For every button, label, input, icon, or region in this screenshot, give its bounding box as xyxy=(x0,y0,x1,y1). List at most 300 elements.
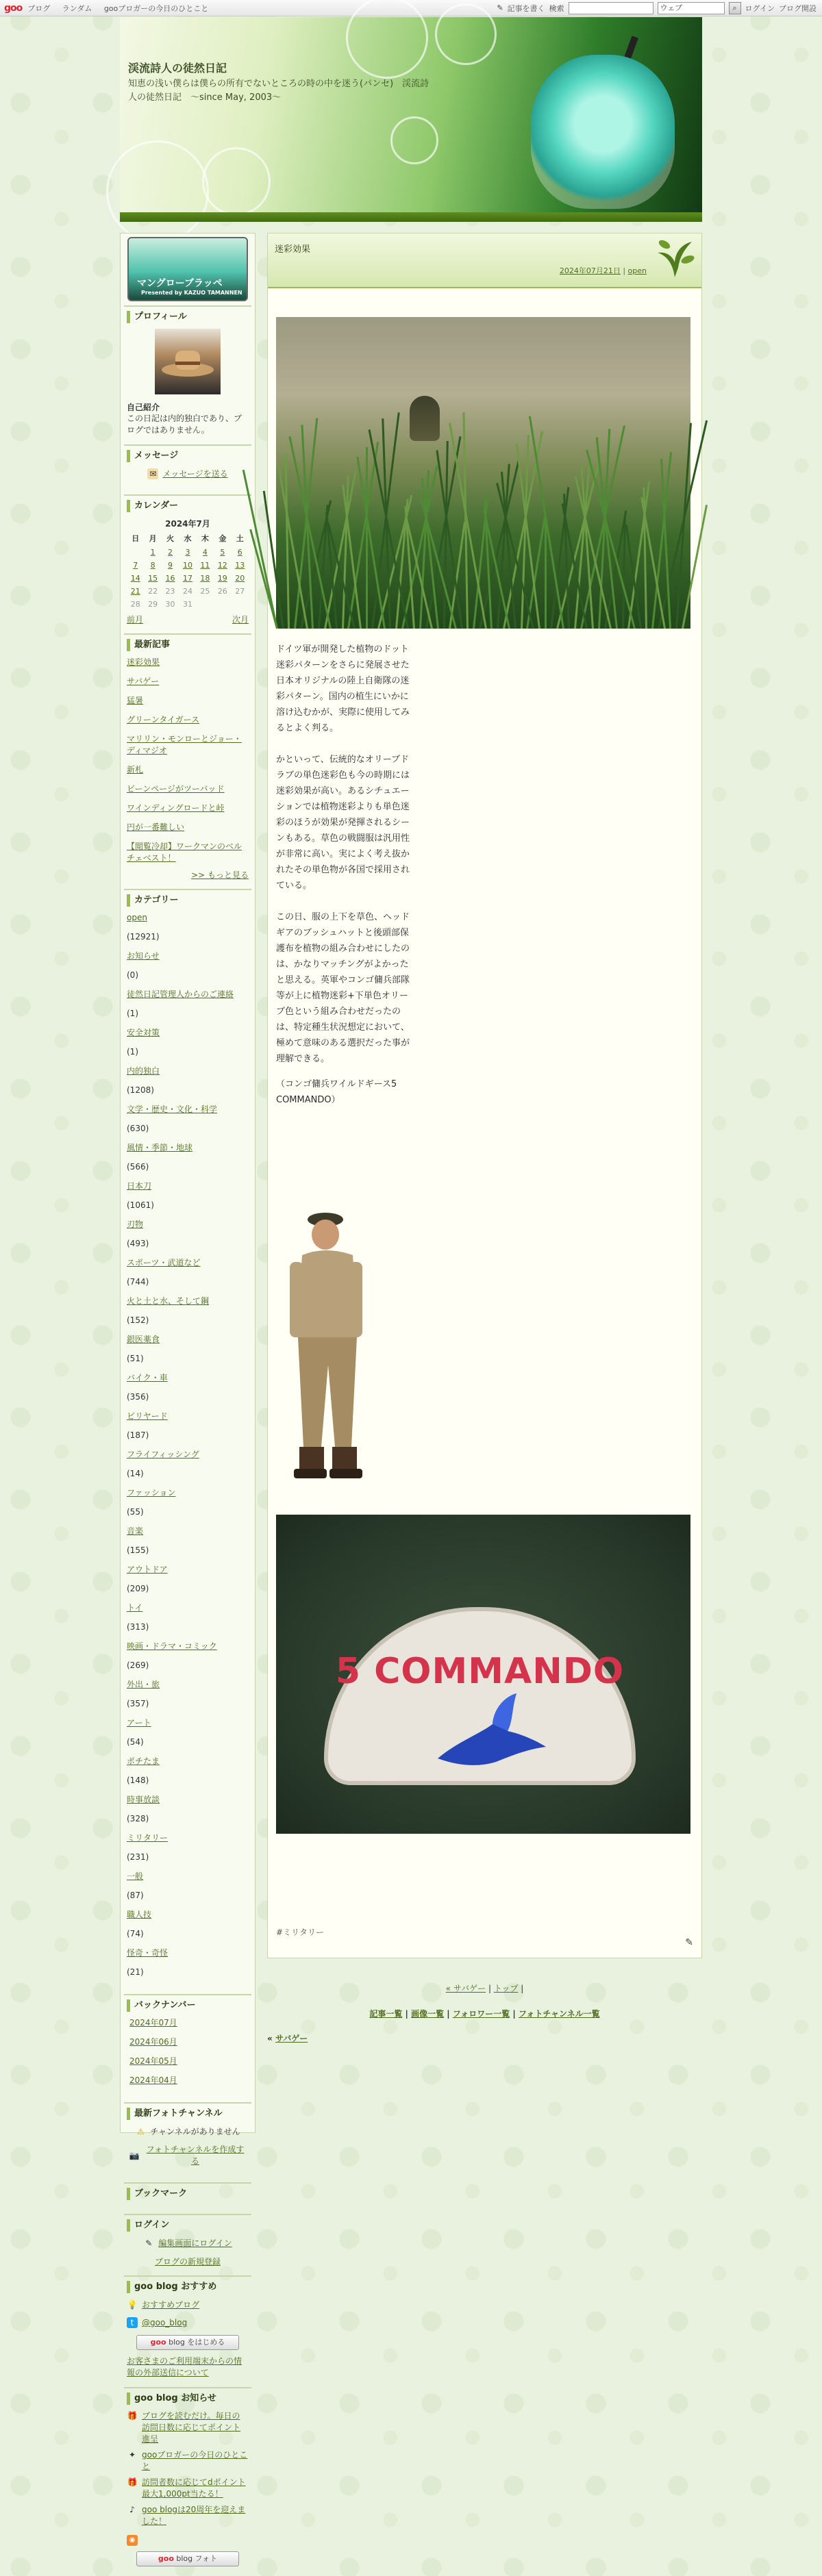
category-count: (152) xyxy=(127,1315,149,1325)
write-article-link[interactable]: 記事を書く xyxy=(507,3,545,13)
category-link[interactable]: アウトドア xyxy=(127,1565,168,1574)
camera-icon: 📷 xyxy=(129,2151,140,2160)
calendar-weekday: 土 xyxy=(236,534,244,543)
post-paragraph: （コンゴ傭兵ワイルドギース5 COMMANDO） xyxy=(276,1079,397,1105)
no-channel-text: チャンネルがありません xyxy=(150,2127,240,2136)
blog-title[interactable]: 渓流詩人の徒然日記 xyxy=(128,62,227,75)
calendar-day xyxy=(144,546,161,559)
category-count: (630) xyxy=(127,1124,149,1133)
calendar-day xyxy=(127,585,144,598)
category-item xyxy=(127,1871,249,1902)
search-input[interactable] xyxy=(569,2,653,14)
category-item xyxy=(127,1717,249,1748)
calendar-week-row xyxy=(127,559,249,572)
calendar-weekday: 月 xyxy=(149,534,157,543)
category-count: (356) xyxy=(127,1392,149,1402)
rss-icon[interactable]: ◉ xyxy=(127,2535,138,2546)
calendar-day-link[interactable]: 11 xyxy=(200,561,210,570)
message-section xyxy=(124,444,251,490)
recent-post-link[interactable]: ビーンページがツーバッド xyxy=(127,784,225,794)
category-link[interactable]: open xyxy=(127,913,147,922)
category-link[interactable]: 音楽 xyxy=(127,1526,144,1536)
calendar-day-link[interactable]: 14 xyxy=(130,574,140,583)
category-count: (54) xyxy=(127,1737,144,1747)
category-link[interactable]: 日本刀 xyxy=(127,1181,152,1191)
edit-login-link[interactable]: 編集画面にログイン xyxy=(158,2238,232,2248)
post-meta xyxy=(560,265,647,276)
category-item xyxy=(127,1296,249,1326)
post-navigation xyxy=(267,1982,702,1994)
profile-section xyxy=(124,305,251,440)
recommend-row xyxy=(127,2299,249,2310)
post-date-link[interactable]: 2024年07月21日 xyxy=(559,266,621,275)
sidebar-banner[interactable] xyxy=(127,237,248,301)
category-count: (357) xyxy=(127,1699,149,1708)
profile-heading: プロフィール xyxy=(127,311,249,323)
category-count: (14) xyxy=(127,1469,144,1478)
category-count: (74) xyxy=(127,1929,144,1939)
nav-blog[interactable]: ブログ xyxy=(27,3,51,13)
image-list-link[interactable]: 画像一覧 xyxy=(411,2009,445,2019)
nav-random[interactable]: ランダム xyxy=(62,3,92,13)
category-count: (209) xyxy=(127,1584,149,1593)
category-item xyxy=(127,1641,249,1671)
category-item xyxy=(127,1449,249,1480)
post-title[interactable]: 迷彩効果 xyxy=(275,244,311,255)
news-link[interactable]: 訪問者数に応じてdポイント最大1,000pt当たる！ xyxy=(142,2477,246,2499)
calendar-day xyxy=(127,572,144,585)
category-count: (1) xyxy=(127,1009,138,1018)
news-heading: goo blog お知らせ xyxy=(127,2392,249,2405)
calendar-prev-link[interactable]: 前月 xyxy=(127,615,144,624)
message-row xyxy=(127,468,249,479)
category-count: (55) xyxy=(127,1507,144,1517)
category-count: (12921) xyxy=(127,932,160,942)
category-count: (1208) xyxy=(127,1085,154,1095)
calendar-day-link[interactable]: 6 xyxy=(237,548,242,557)
category-link[interactable]: 映画・ドラマ・コミック xyxy=(127,1641,217,1651)
recent-posts-list xyxy=(127,657,249,864)
category-link[interactable]: 文学・歴史・文化・科学 xyxy=(127,1104,218,1114)
twitter-icon: t xyxy=(127,2317,138,2328)
sidebar xyxy=(120,233,256,2563)
category-item xyxy=(127,1180,249,1211)
nav-separator: | xyxy=(488,1984,491,1993)
warning-icon: ⚠ xyxy=(136,2126,145,2136)
post-paragraph: この日、服の上下を草色、ヘッドギアのブッシュハットと後頭部保護布を植物の組み合わせにしたのは、かなりマッチングがよかったと思える。英軍やコンゴ傭兵部隊等が上に植物迷彩+下単色オリーブ色という組み合わせだったのは、特定種生状況想定において、極めて意味のある選択だった事が理解できる。 xyxy=(276,912,410,1064)
news-link[interactable]: gooブロガーの今日のひとこと xyxy=(142,2450,248,2471)
search-label: 検索 xyxy=(549,3,564,13)
banner-title: マングローブラッペ xyxy=(137,278,223,289)
header-divider-bar xyxy=(120,212,702,222)
send-message-link[interactable]: メッセージを送る xyxy=(162,469,228,479)
backnumber-section xyxy=(124,1994,251,2098)
category-item xyxy=(127,1679,249,1710)
category-count: (313) xyxy=(127,1622,149,1632)
category-heading: カテゴリー xyxy=(127,894,249,907)
bottom-prev-post xyxy=(267,2032,308,2044)
calendar-day xyxy=(179,559,196,572)
grass-blade xyxy=(285,453,290,629)
category-count: (328) xyxy=(127,1814,149,1823)
category-item xyxy=(127,1526,249,1556)
commando-patch xyxy=(324,1607,636,1785)
recent-post-link[interactable]: 【閲覧冷却】ワークマンのベルチェベスト！ xyxy=(127,842,242,863)
category-link[interactable]: ミリタリー xyxy=(127,1833,169,1843)
category-count: (148) xyxy=(127,1776,149,1785)
calendar-day xyxy=(179,572,196,585)
calendar-day xyxy=(197,572,214,585)
category-item xyxy=(127,1219,249,1250)
category-link[interactable]: ファッション xyxy=(127,1488,176,1498)
calendar-day-link[interactable]: 2 xyxy=(168,548,173,557)
backnumber-link[interactable]: 2024年06月 xyxy=(129,2037,177,2047)
category-item xyxy=(127,1372,249,1403)
login-link[interactable]: ログイン xyxy=(745,3,775,13)
recommend-blog-link[interactable]: おすすめブログ xyxy=(142,2300,200,2310)
calendar-day-link[interactable]: 4 xyxy=(202,548,208,557)
category-link[interactable]: 内的独白 xyxy=(127,1066,160,1076)
category-link[interactable]: 銀医薬食 xyxy=(127,1335,160,1344)
calendar-week-row xyxy=(127,546,249,559)
calendar-day xyxy=(214,572,231,585)
mandala-ornament xyxy=(390,116,438,164)
category-item xyxy=(127,1756,249,1786)
recent-post-link[interactable]: 新札 xyxy=(127,765,144,774)
calendar-day xyxy=(232,559,249,572)
calendar-day xyxy=(144,572,161,585)
news-item xyxy=(127,2504,249,2527)
more-posts-link[interactable]: >> もっと見る xyxy=(191,870,249,880)
pencil-icon: ✎ xyxy=(497,3,503,12)
calendar-day-link[interactable]: 18 xyxy=(200,574,210,583)
category-link[interactable]: フライフィッシング xyxy=(127,1450,199,1459)
calendar-day-link[interactable]: 1 xyxy=(150,548,155,557)
category-item xyxy=(127,989,249,1020)
recent-post-link[interactable]: 円が一番難しい xyxy=(127,822,185,832)
nav-today-word[interactable]: gooブロガーの今日のひとこと xyxy=(103,3,209,13)
calendar-day-link[interactable]: 13 xyxy=(235,561,245,570)
nav-separator: | xyxy=(521,1984,524,1993)
category-count: (269) xyxy=(127,1660,149,1670)
news-link[interactable]: goo blogは20周年を迎えました！ xyxy=(142,2505,246,2526)
goo-logo[interactable]: goo xyxy=(4,2,23,14)
photo-channel-section xyxy=(124,2102,251,2178)
category-link[interactable]: バイク・車 xyxy=(127,1373,168,1382)
calendar-weekday: 木 xyxy=(201,534,209,543)
calendar-day xyxy=(127,559,144,572)
post-body xyxy=(276,642,413,1124)
calendar-day: 31 xyxy=(182,600,192,609)
category-link[interactable]: スポーツ・武道など xyxy=(127,1258,201,1267)
calendar-day xyxy=(197,559,214,572)
category-link[interactable]: 時事放談 xyxy=(127,1795,160,1804)
backnumber-link[interactable]: 2024年04月 xyxy=(129,2075,177,2085)
blog-header xyxy=(120,17,702,212)
calendar-day xyxy=(127,546,144,559)
gift-icon: 🎁 xyxy=(127,2411,138,2421)
top-link[interactable]: トップ xyxy=(493,1984,519,1993)
camouflaged-soldier xyxy=(410,396,440,441)
news-item xyxy=(127,2410,249,2445)
calendar-day xyxy=(214,559,231,572)
category-link[interactable]: 安全対策 xyxy=(127,1028,160,1037)
calendar-day xyxy=(144,559,161,572)
avatar[interactable] xyxy=(155,329,221,394)
category-link[interactable]: ビリヤード xyxy=(127,1411,168,1421)
category-count: (187) xyxy=(127,1430,149,1440)
bottom-prev-link[interactable]: サバゲー xyxy=(275,2034,308,2043)
photo-heading: 最新フォトチャンネル xyxy=(127,2108,249,2120)
category-count: (493) xyxy=(127,1239,149,1248)
calendar-section xyxy=(124,494,251,629)
post-paragraph: ドイツ軍が開発した植物のドット迷彩パターンをさらに発展させた日本オリジナルの陸上自衛隊の迷彩パターン。国内の植生にいかに溶け込むかが、実際に使用してみるとよく判る。 xyxy=(276,644,410,733)
calendar-day xyxy=(232,546,249,559)
category-item xyxy=(127,1947,249,1978)
category-count: (566) xyxy=(127,1162,149,1172)
category-item xyxy=(127,1257,249,1288)
prev-post-link[interactable]: « サバゲー xyxy=(445,1984,486,1993)
category-link[interactable]: 徒然日記管理人からのご連絡 xyxy=(127,989,234,999)
calendar-day-link[interactable]: 8 xyxy=(150,561,155,570)
calendar-table xyxy=(127,531,249,611)
post-category-link[interactable]: open xyxy=(627,266,647,275)
mandala-ornament xyxy=(346,0,428,79)
category-count: (21) xyxy=(127,1967,144,1977)
calendar-day: 26 xyxy=(217,587,227,596)
category-link[interactable]: 火と土と水、そして鋼 xyxy=(127,1296,210,1306)
recommend-section xyxy=(124,2275,251,2383)
category-item xyxy=(127,1104,249,1135)
bookmark-section xyxy=(124,2182,251,2210)
leaf-icon xyxy=(652,235,697,280)
article-list-link[interactable]: 記事一覧 xyxy=(369,2009,403,2019)
twitter-row xyxy=(127,2317,249,2328)
hat-icon xyxy=(160,341,215,382)
calendar-day: 28 xyxy=(130,600,140,609)
category-count: (87) xyxy=(127,1891,144,1900)
calendar-week-row xyxy=(127,598,249,611)
category-link[interactable]: 刃物 xyxy=(127,1220,144,1229)
top-nav xyxy=(27,3,218,14)
calendar-day-link[interactable]: 20 xyxy=(235,574,245,583)
calendar-day-link[interactable]: 3 xyxy=(185,548,190,557)
mercenary-figure-illustration xyxy=(276,1200,403,1508)
category-item xyxy=(127,1564,249,1595)
bottom-links: 記事一覧 | 画像一覧 | フォロワー一覧 | フォトチャンネル一覧 xyxy=(369,2009,600,2019)
search-scope-select[interactable]: ウェブ xyxy=(658,2,725,14)
category-count: (231) xyxy=(127,1852,149,1862)
news-item xyxy=(127,2449,249,2473)
calendar-day xyxy=(214,546,231,559)
bird-icon xyxy=(431,1693,547,1776)
post-header xyxy=(268,233,701,288)
category-count: (1) xyxy=(127,1047,138,1057)
category-item xyxy=(127,950,249,981)
calendar-day xyxy=(179,546,196,559)
grass-camouflage-photo xyxy=(276,317,690,629)
calendar-heading: カレンダー xyxy=(127,500,249,512)
category-link[interactable]: 一般 xyxy=(127,1871,144,1881)
category-count: (744) xyxy=(127,1277,149,1287)
create-photo-channel-link[interactable]: フォトチャンネルを作成する xyxy=(146,2145,245,2166)
category-item xyxy=(127,1142,249,1173)
top-right-tools xyxy=(497,2,822,14)
start-blog-button[interactable]: goo blog をはじめる xyxy=(136,2335,239,2350)
category-link[interactable]: アート xyxy=(127,1718,151,1728)
category-link[interactable]: トイ xyxy=(127,1603,143,1613)
intro-label: 自己紹介 xyxy=(127,403,160,412)
calendar-weekday: 水 xyxy=(184,534,192,543)
calendar-nav xyxy=(127,614,249,625)
category-item xyxy=(127,1334,249,1365)
category-count: (1061) xyxy=(127,1200,154,1210)
message-heading: メッセージ xyxy=(127,450,249,462)
category-link[interactable]: 職人技 xyxy=(127,1910,152,1919)
recent-heading: 最新記事 xyxy=(127,639,249,651)
calendar-day xyxy=(162,546,179,559)
calendar-day-link[interactable]: 19 xyxy=(217,574,227,583)
lightbulb-icon: 💡 xyxy=(127,2299,138,2310)
news-link[interactable]: ブログを読むだけ。毎日の訪問日数に応じてポイント進呈 xyxy=(142,2411,241,2444)
calendar-day-link[interactable]: 16 xyxy=(165,574,175,583)
category-item xyxy=(127,1794,249,1825)
category-link[interactable]: お知らせ xyxy=(127,951,160,961)
login-heading: ログイン xyxy=(127,2219,249,2232)
post-article xyxy=(267,233,702,1958)
category-item xyxy=(127,1487,249,1518)
backnumber-list xyxy=(127,2017,249,2086)
recommend-heading: goo blog おすすめ xyxy=(127,2281,249,2293)
category-section xyxy=(124,889,251,1990)
calendar-day: 27 xyxy=(235,587,245,596)
edit-pen-icon[interactable]: ✎ xyxy=(685,1937,693,1948)
calendar-week-row xyxy=(127,585,249,598)
calendar-weekday: 金 xyxy=(219,534,227,543)
news-list xyxy=(127,2410,249,2527)
category-item xyxy=(127,1027,249,1058)
recent-post-link[interactable]: サバゲー xyxy=(127,677,160,686)
photo-create-row xyxy=(127,2144,249,2167)
calendar-day-link[interactable]: 9 xyxy=(168,561,173,570)
category-item xyxy=(127,1602,249,1633)
calendar-day-link[interactable]: 17 xyxy=(182,574,192,583)
calendar-day xyxy=(214,598,231,611)
backnumber-link[interactable]: 2024年05月 xyxy=(129,2056,177,2066)
calendar-day-link[interactable]: 12 xyxy=(217,561,227,570)
calendar-day xyxy=(232,598,249,611)
pencil-icon: ✎ xyxy=(145,2238,153,2248)
category-item xyxy=(127,1411,249,1441)
recent-posts-section xyxy=(124,633,251,885)
mandala-ornament xyxy=(202,147,271,216)
twitter-link[interactable]: @goo_blog xyxy=(142,2318,188,2327)
calendar-day-link[interactable]: 15 xyxy=(148,574,158,583)
category-count: (155) xyxy=(127,1545,149,1555)
calendar-month: 2024年7月 xyxy=(165,519,210,529)
category-link[interactable]: 外出・旅 xyxy=(127,1680,160,1689)
category-count: (51) xyxy=(127,1354,144,1363)
news-item xyxy=(127,2477,249,2500)
banner-subtitle: Presented by KAZUO TAMANNEN xyxy=(141,290,242,296)
meta-separator: | xyxy=(623,266,626,275)
category-count: (0) xyxy=(127,970,138,980)
calendar-next-link[interactable]: 次月 xyxy=(232,615,249,624)
calendar-day: 24 xyxy=(182,587,192,596)
calendar-day-link[interactable]: 5 xyxy=(220,548,225,557)
news-section xyxy=(124,2387,251,2576)
new-blog-link[interactable]: ブログの新規登録 xyxy=(154,2257,221,2266)
category-link[interactable]: ポチたま xyxy=(127,1756,160,1766)
bookmark-heading: ブックマーク xyxy=(127,2188,249,2200)
blog-description: 知恵の浅い僕らは僕らの所有でないところの時の中を迷う(パンセ) 渓流詩人の徒然日記 ～since May, 2003～ xyxy=(128,79,429,103)
calendar-day: 29 xyxy=(148,600,158,609)
mandala-ornament xyxy=(106,140,209,243)
note-icon: ♪ xyxy=(129,2505,135,2514)
photo-none-row xyxy=(127,2125,249,2137)
prev-arrow: « xyxy=(267,2034,273,2043)
edit-login-row xyxy=(127,2237,249,2249)
calendar-day xyxy=(232,572,249,585)
search-icon[interactable]: ⌕ xyxy=(729,2,741,14)
calendar-day-link[interactable]: 7 xyxy=(133,561,138,570)
calendar-day xyxy=(197,546,214,559)
calendar-day: 25 xyxy=(200,587,210,596)
calendar-day xyxy=(162,559,179,572)
calendar-day xyxy=(197,598,214,611)
calendar-day-link[interactable]: 10 xyxy=(182,561,192,570)
category-item xyxy=(127,912,249,943)
calendar-week-row xyxy=(127,572,249,585)
follower-list-link[interactable]: フォロワー一覧 xyxy=(452,2009,510,2019)
patch-text: 5 COMMANDO xyxy=(335,1651,625,1692)
category-link[interactable]: 風情・季節・地球 xyxy=(127,1143,193,1152)
external-info-link[interactable]: お客さまのご利用端末からの情報の外部送信について xyxy=(127,2356,242,2377)
backnumber-heading: バックナンバー xyxy=(127,1999,249,2012)
open-blog-link[interactable]: ブログ開設 xyxy=(779,3,817,13)
grass-blade xyxy=(545,522,547,629)
gift-icon: 🎁 xyxy=(127,2477,138,2487)
recent-post-link[interactable]: 猛暑 xyxy=(127,696,144,705)
category-item xyxy=(127,1832,249,1863)
calendar-day-link[interactable]: 21 xyxy=(130,587,140,596)
category-item xyxy=(127,1065,249,1096)
recent-post-link[interactable]: マリリン・モンローとジョー・ディマジオ xyxy=(127,734,242,755)
category-list xyxy=(127,912,249,1978)
calendar-day xyxy=(162,572,179,585)
post-tag[interactable]: #ミリタリー xyxy=(276,1928,325,1937)
blog-photo-button[interactable]: goo blog フォト xyxy=(136,2551,239,2566)
photo-channel-list-link[interactable]: フォトチャンネル一覧 xyxy=(519,2009,600,2019)
envelope-icon: ✉ xyxy=(147,468,158,479)
backnumber-link[interactable]: 2024年07月 xyxy=(129,2018,177,2028)
category-link[interactable]: 怪奇・奇怪 xyxy=(127,1948,169,1958)
shaved-ice-glass-image xyxy=(531,55,675,209)
recent-post-link[interactable]: ワインディングロードと峠 xyxy=(127,803,225,813)
intro-text: この日記は内的独白であり、ブログではありません。 xyxy=(127,414,242,435)
calendar-weekday-row xyxy=(127,531,249,546)
category-item xyxy=(127,1909,249,1940)
calendar-weekday: 日 xyxy=(132,534,140,543)
login-section xyxy=(124,2214,251,2271)
recent-post-link[interactable]: 迷彩効果 xyxy=(127,657,160,667)
grass-blade xyxy=(366,447,368,629)
mandala-ornament xyxy=(435,3,497,65)
star-icon: ✦ xyxy=(128,2450,136,2460)
calendar-weekday: 火 xyxy=(166,534,175,543)
calendar-day: 23 xyxy=(165,587,175,596)
recent-post-link[interactable]: グリーンタイガース xyxy=(127,715,200,724)
